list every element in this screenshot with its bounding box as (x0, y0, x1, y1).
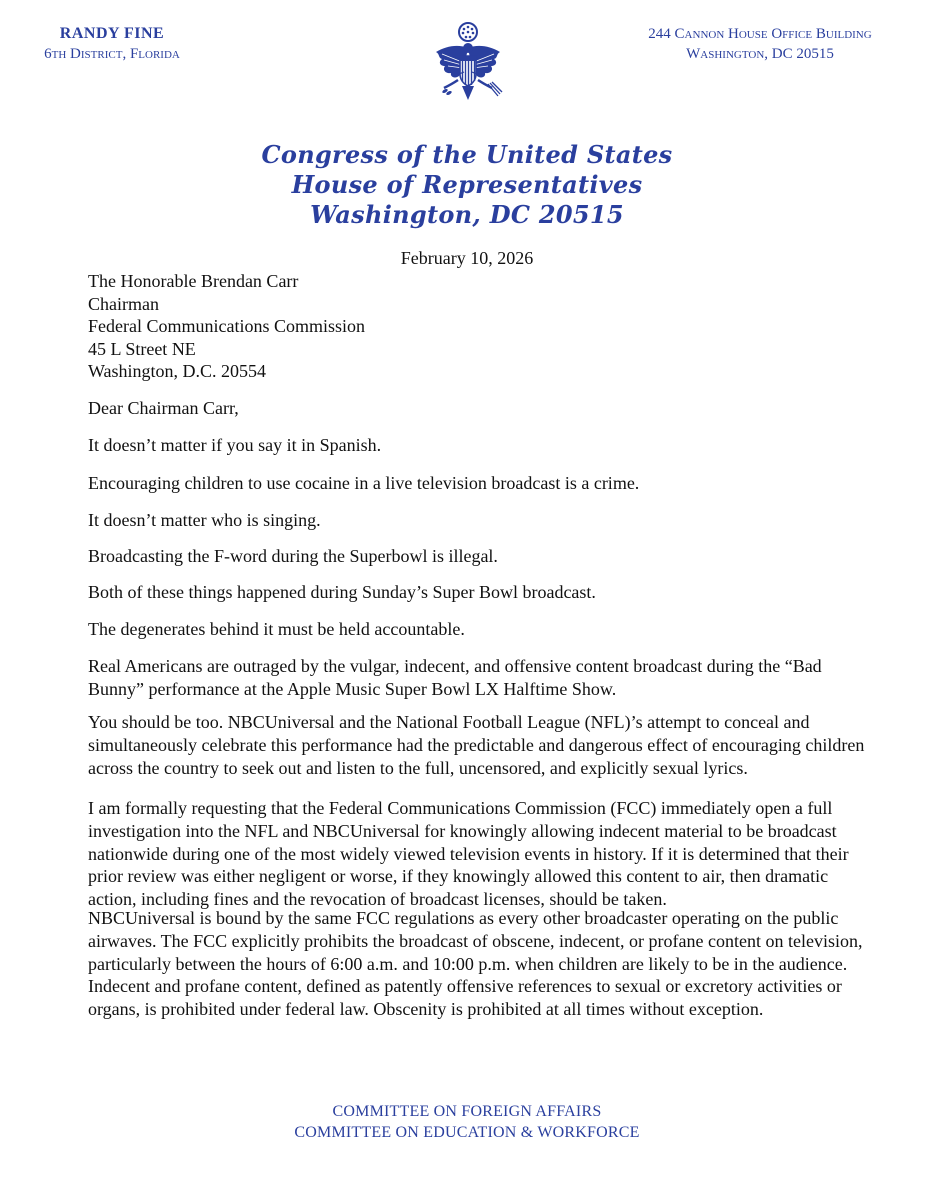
salutation: Dear Chairman Carr, (88, 398, 239, 418)
body-paragraph: It doesn’t matter if you say it in Spanish. (88, 435, 382, 455)
recipient-line: Federal Communications Commission (88, 316, 365, 336)
recipient-address (88, 270, 365, 383)
member-name: RANDY FINE (59, 25, 165, 42)
member-district: 6th District, Florida (44, 46, 180, 62)
body-paragraph: Real Americans are outraged by the vulgar, indecent, and offensive content broadcast during the “Bad Bunny” performance at the Apple Music Super Bowl LX Halftime Show. (88, 656, 822, 699)
body-paragraph: It doesn’t matter who is singing. (88, 510, 321, 530)
office-address (630, 24, 890, 64)
recipient-line: 45 L Street NE (88, 338, 196, 359)
letter-date: February 10, 2026 (400, 248, 534, 268)
committee-footer (0, 1101, 934, 1143)
office-address-line1: 244 Cannon House Office Building (648, 26, 872, 42)
letterhead-house: House of Representatives (291, 170, 643, 199)
recipient-line: Chairman (88, 293, 159, 314)
recipient-line: Washington, D.C. 20554 (88, 361, 267, 381)
office-address-line2: Washington, DC 20515 (686, 46, 834, 62)
letterhead-city: Washington, DC 20515 (310, 200, 624, 229)
recipient-line: The Honorable Brendan Carr (88, 271, 299, 291)
body-paragraph: NBCUniversal is bound by the same FCC regulations as every other broadcaster operating on the public airwaves. The FCC explicitly prohibits the broadcast of obscene, indecent, or profane content on television, particularly between the hours of 6:00 a.m. and 10:00 p.m. when children are likely to be in the audience. Indecent and profane content, defined as patently offensive references to sexual or excretory activities or organs, is prohibited under federal law. Obscenity is prohibited at all times without exception. (88, 908, 863, 1020)
body-paragraph: I am formally requesting that the Federal Communications Commission (FCC) immediately open a full investigation into the NFL and NBCUniversal for knowingly allowing indecent material to be broadcast nationwide during one of the most widely viewed television events in history. If it is determined that their prior review was either negligent or worse, if they knowingly allowed this content to air, then dramatic action, including fines and the revocation of broadcast licenses, should be taken. (88, 798, 849, 910)
great-seal-eagle-icon (418, 18, 518, 118)
body-paragraph: Both of these things happened during Sunday’s Super Bowl broadcast. (88, 582, 596, 602)
body-paragraph: You should be too. NBCUniversal and the National Football League (NFL)’s attempt to conceal and simultaneously celebrate this performance had the predictable and dangerous effect of encouraging children across the country to seek out and listen to the full, uncensored, and explicitly sexual lyrics. (88, 712, 865, 778)
body-paragraph: Encouraging children to use cocaine in a live television broadcast is a crime. (88, 473, 640, 493)
body-paragraph: The degenerates behind it must be held accountable. (88, 619, 465, 639)
body-paragraph: Broadcasting the F-word during the Superbowl is illegal. (88, 546, 498, 566)
committee-line: COMMITTEE ON EDUCATION & WORKFORCE (294, 1124, 640, 1141)
committee-line: COMMITTEE ON FOREIGN AFFAIRS (332, 1103, 602, 1120)
letterhead-congress: Congress of the United States (261, 140, 673, 169)
member-header (22, 24, 202, 64)
